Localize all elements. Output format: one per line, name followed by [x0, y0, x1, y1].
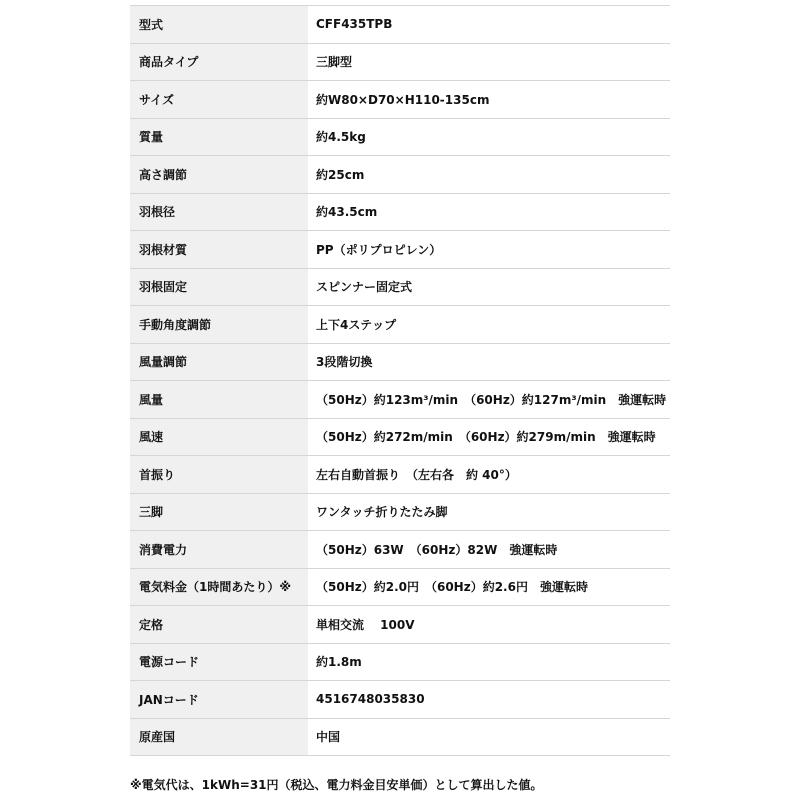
spec-value: 約W80×D70×H110-135cm [308, 81, 670, 119]
spec-value: （50Hz）63W （60Hz）82W 強運転時 [308, 531, 670, 569]
spec-label: 型式 [130, 6, 308, 44]
spec-row [130, 6, 670, 44]
spec-label: 首振り [130, 456, 308, 494]
spec-value: 中国 [308, 718, 670, 756]
spec-value: 約1.8m [308, 643, 670, 681]
spec-row [130, 43, 670, 81]
footnote: ※電気代は、1kWh=31円（税込、電力料金目安単価）として算出した値。 [130, 778, 543, 792]
spec-value: 約43.5cm [308, 193, 670, 231]
spec-label: 高さ調節 [130, 156, 308, 194]
spec-label: 羽根材質 [130, 231, 308, 269]
spec-row [130, 343, 670, 381]
spec-label: 風量調節 [130, 343, 308, 381]
spec-value: スピンナー固定式 [308, 268, 670, 306]
spec-row [130, 531, 670, 569]
spec-label: 風量 [130, 381, 308, 419]
spec-row [130, 568, 670, 606]
spec-label: 三脚 [130, 493, 308, 531]
spec-row [130, 643, 670, 681]
spec-row [130, 306, 670, 344]
spec-value: PP（ポリプロピレン） [308, 231, 670, 269]
spec-value: （50Hz）約272m/min （60Hz）約279m/min 強運転時 [308, 418, 670, 456]
spec-value: ワンタッチ折りたたみ脚 [308, 493, 670, 531]
spec-label: 商品タイプ [130, 43, 308, 81]
spec-value: 3段階切換 [308, 343, 670, 381]
spec-row [130, 156, 670, 194]
spec-label: 羽根固定 [130, 268, 308, 306]
spec-row [130, 81, 670, 119]
spec-row [130, 493, 670, 531]
spec-value: 上下4ステップ [308, 306, 670, 344]
spec-value: （50Hz）約2.0円 （60Hz）約2.6円 強運転時 [308, 568, 670, 606]
spec-row [130, 606, 670, 644]
spec-label: 質量 [130, 118, 308, 156]
spec-row [130, 418, 670, 456]
spec-value: 4516748035830 [308, 681, 670, 719]
spec-label: 定格 [130, 606, 308, 644]
spec-value: （50Hz）約123m³/min （60Hz）約127m³/min 強運転時 [308, 381, 670, 419]
spec-row [130, 681, 670, 719]
spec-row [130, 718, 670, 756]
spec-label: 電気料金（1時間あたり）※ [130, 568, 308, 606]
spec-row [130, 231, 670, 269]
spec-table-body [130, 6, 670, 756]
spec-row [130, 381, 670, 419]
spec-label: JANコード [130, 681, 308, 719]
spec-label: 電源コード [130, 643, 308, 681]
spec-row [130, 118, 670, 156]
spec-label: 羽根径 [130, 193, 308, 231]
spec-label: 原産国 [130, 718, 308, 756]
spec-value: 約4.5kg [308, 118, 670, 156]
spec-value: 三脚型 [308, 43, 670, 81]
spec-label: 消費電力 [130, 531, 308, 569]
spec-value: 約25cm [308, 156, 670, 194]
spec-label: 手動角度調節 [130, 306, 308, 344]
spec-value: 単相交流 100V [308, 606, 670, 644]
spec-value: 左右自動首振り （左右各 約 40°） [308, 456, 670, 494]
spec-label: 風速 [130, 418, 308, 456]
spec-table [130, 5, 670, 756]
spec-row [130, 268, 670, 306]
spec-value: CFF435TPB [308, 6, 670, 44]
spec-row [130, 193, 670, 231]
spec-row [130, 456, 670, 494]
spec-label: サイズ [130, 81, 308, 119]
